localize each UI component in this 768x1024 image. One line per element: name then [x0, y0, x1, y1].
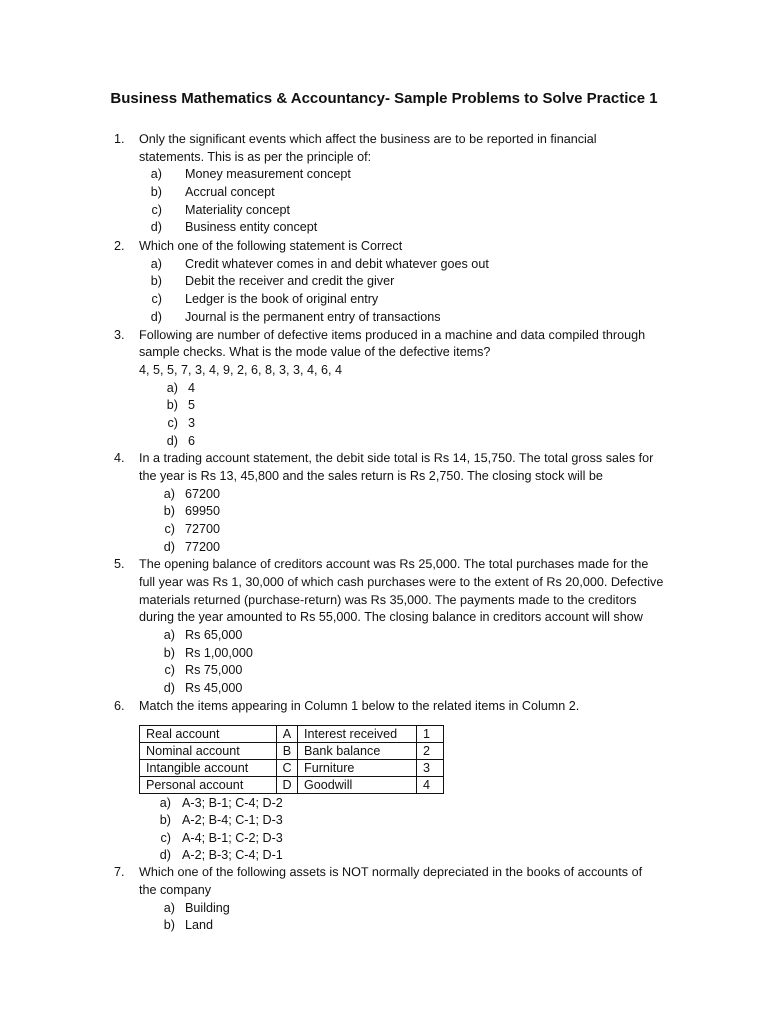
option-text: Ledger is the book of original entry: [185, 292, 379, 306]
table-cell: Furniture: [298, 760, 417, 777]
option-label: b): [150, 185, 162, 199]
option-text: Journal is the permanent entry of transactions: [185, 310, 441, 324]
option-text: Rs 75,000: [185, 663, 243, 677]
option-label: d): [150, 220, 162, 234]
option-text: 3: [188, 416, 196, 430]
question-number: 2.: [114, 239, 125, 253]
table-cell: Interest received: [298, 726, 417, 743]
option-label: a): [163, 487, 175, 501]
option-label: a): [163, 628, 175, 642]
option-text: 72700: [185, 522, 221, 536]
table-cell: 2: [417, 743, 444, 760]
question-text-line: Which one of the following assets is NOT normally depreciated in the books of accounts of: [139, 865, 643, 879]
question-text-line: The opening balance of creditors account was Rs 25,000. The total purchases made for the: [139, 557, 649, 571]
option-text: A-3; B-1; C-4; D-2: [182, 796, 283, 810]
table-cell: 1: [417, 726, 444, 743]
option-text: Building: [185, 901, 230, 915]
option-label: b): [150, 274, 162, 288]
option-text: Credit whatever comes in and debit whatever goes out: [185, 257, 489, 271]
option-label: d): [166, 434, 178, 448]
table-row: [140, 726, 444, 743]
option-label: c): [160, 831, 171, 845]
table-cell: C: [277, 760, 298, 777]
question-number: 7.: [114, 865, 125, 879]
option-text: 5: [188, 398, 196, 412]
question-text-line: statements. This is as per the principle of:: [139, 150, 372, 164]
option-text: A-4; B-1; C-2; D-3: [182, 831, 283, 845]
question-number: 1.: [114, 132, 125, 146]
question-text-line: Following are number of defective items produced in a machine and data compiled through: [139, 328, 646, 342]
table-row: [140, 743, 444, 760]
question-text-line: In a trading account statement, the debit side total is Rs 14, 15,750. The total gross sales for: [139, 451, 654, 465]
question-text-line: during the year amounted to Rs 55,000. The closing balance in creditors account will show: [139, 610, 643, 624]
option-text: Land: [185, 918, 214, 932]
table-cell: Real account: [140, 726, 277, 743]
table-cell: Nominal account: [140, 743, 277, 760]
option-label: a): [163, 901, 175, 915]
question-text-line: the year is Rs 13, 45,800 and the sales return is Rs 2,750. The closing stock will be: [139, 469, 603, 483]
question-number: 6.: [114, 699, 125, 713]
option-text: Rs 1,00,000: [185, 646, 253, 660]
option-text: Rs 65,000: [185, 628, 243, 642]
page-title: Business Mathematics & Accountancy- Sample Problems to Solve Practice 1: [110, 90, 658, 107]
question-text-line: Which one of the following statement is Correct: [139, 239, 403, 253]
option-label: a): [150, 167, 162, 181]
question-number: 4.: [114, 451, 125, 465]
option-label: c): [151, 292, 162, 306]
option-label: a): [159, 796, 171, 810]
question-text-line: materials returned (purchase-return) was Rs 35,000. The payments made to the creditors: [139, 593, 637, 607]
table-cell: B: [277, 743, 298, 760]
option-label: d): [159, 848, 171, 862]
option-label: b): [163, 918, 175, 932]
question-text-line: Only the significant events which affect the business are to be reported in financial: [139, 132, 597, 146]
table-cell: Intangible account: [140, 760, 277, 777]
option-label: d): [163, 681, 175, 695]
option-text: A-2; B-4; C-1; D-3: [182, 813, 283, 827]
option-text: 77200: [185, 540, 221, 554]
question-number: 3.: [114, 328, 125, 342]
question-data-line: 4, 5, 5, 7, 3, 4, 9, 2, 6, 8, 3, 3, 4, 6, 4: [139, 363, 343, 377]
option-text: A-2; B-3; C-4; D-1: [182, 848, 283, 862]
table-cell: 3: [417, 760, 444, 777]
option-label: c): [164, 663, 175, 677]
option-text: Rs 45,000: [185, 681, 243, 695]
match-table: [139, 725, 444, 794]
question-text-line: Match the items appearing in Column 1 below to the related items in Column 2.: [139, 699, 580, 713]
table-row: [140, 760, 444, 777]
option-label: c): [151, 203, 162, 217]
option-text: Materiality concept: [185, 203, 290, 217]
table-cell: D: [277, 777, 298, 794]
question-text-line: the company: [139, 883, 212, 897]
option-label: d): [150, 310, 162, 324]
option-text: 6: [188, 434, 196, 448]
table-cell: Personal account: [140, 777, 277, 794]
table-cell: Bank balance: [298, 743, 417, 760]
question-text-line: full year was Rs 1, 30,000 of which cash purchases were to the extent of Rs 20,000. Defective: [139, 575, 664, 589]
option-label: d): [163, 540, 175, 554]
table-cell: 4: [417, 777, 444, 794]
option-text: Accrual concept: [185, 185, 275, 199]
question-text-line: sample checks. What is the mode value of the defective items?: [139, 345, 491, 359]
option-text: 4: [188, 381, 196, 395]
table-cell: Goodwill: [298, 777, 417, 794]
option-text: Debit the receiver and credit the giver: [185, 274, 395, 288]
option-label: b): [159, 813, 171, 827]
option-text: 69950: [185, 504, 221, 518]
option-text: Money measurement concept: [185, 167, 351, 181]
option-text: Business entity concept: [185, 220, 318, 234]
option-label: a): [150, 257, 162, 271]
option-label: c): [167, 416, 178, 430]
table-row: [140, 777, 444, 794]
table-cell: A: [277, 726, 298, 743]
option-label: c): [164, 522, 175, 536]
option-label: b): [166, 398, 178, 412]
option-text: 67200: [185, 487, 221, 501]
option-label: b): [163, 504, 175, 518]
question-number: 5.: [114, 557, 125, 571]
option-label: a): [166, 381, 178, 395]
option-label: b): [163, 646, 175, 660]
